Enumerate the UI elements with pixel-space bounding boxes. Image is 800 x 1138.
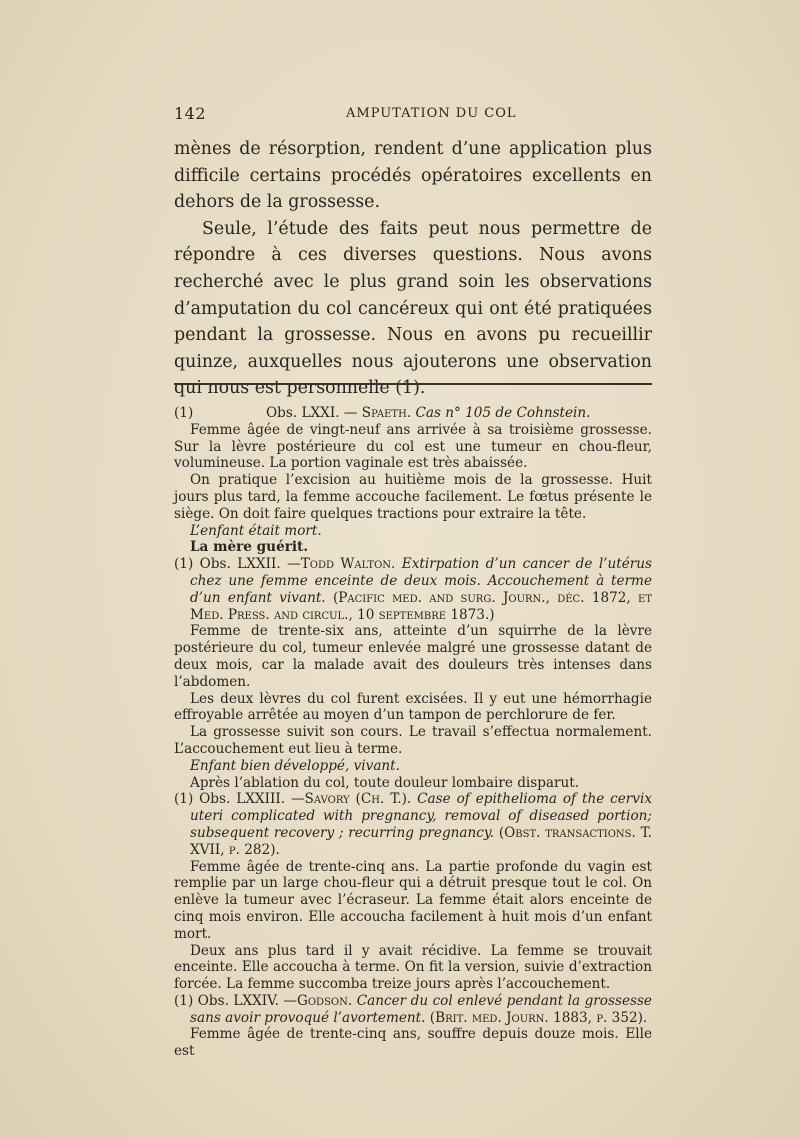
obs-71-para-2: On pratique l’excision au huitième mois de la grossesse. Huit jours plus tard, la femme accouche facilement. Le fœtus présente le siège. On doit faire quelques tractions pour extraire la tête.	[174, 472, 652, 522]
obs-73-para-2: Deux ans plus tard il y avait récidive. La femme se trouvait enceinte. Elle accoucha à terme. On fit la version, suivie d’extraction forcée. La femme succomba treize jours après l’accouchement.	[174, 942, 652, 993]
obs-title: Cancer du col enlevé pendant la grossesse sans avoir provoqué l’avortement.	[190, 992, 652, 1026]
obs-author: Godson.	[297, 992, 353, 1009]
obs-71-para-3: L’enfant était mort.	[190, 522, 322, 539]
running-head: AMPUTATION DU COL	[346, 106, 517, 121]
footnotes	[174, 405, 652, 1060]
obs-71-heading	[174, 405, 652, 422]
main-text	[174, 136, 652, 402]
obs-74-para-1: Femme âgée de trente-cinq ans, souffre depuis douze mois. Elle est	[174, 1026, 652, 1060]
obs-author: Savory (Ch. T.).	[304, 791, 412, 808]
obs-74-heading	[174, 993, 652, 1027]
obs-71-para-4: La mère guérit.	[190, 539, 309, 556]
obs-reference: Cas n° 105 de Cohnstein.	[415, 405, 591, 421]
obs-source: (Brit. med. Journ. 1883, p. 352).	[429, 1009, 648, 1026]
obs-71-para-1: Femme âgée de vingt-neuf ans arrivée à sa troisième grossesse. Sur la lèvre postérieure du col est une tumeur en chou-fleur, volumineuse. La portion vaginale est très abaissée.	[174, 421, 652, 472]
obs-author: Spaeth.	[361, 405, 412, 421]
obs-author: Todd Walton.	[300, 556, 396, 573]
main-paragraph-1: mènes de résorption, rendent d’une application plus difficile certains procédés opératoires excellents en dehors de la grossesse.	[174, 139, 652, 213]
obs-label: (1) Obs. LXXII. —	[174, 556, 301, 573]
obs-source: (Pacific med. and surg. Journ., déc. 1872, et Med. Press. and circul., 10 septembre 1873.)	[190, 589, 653, 623]
footnote-rule	[174, 383, 652, 385]
page-header	[174, 104, 650, 124]
obs-72-heading	[174, 556, 652, 623]
page-number: 142	[174, 104, 207, 123]
obs-72-para-2: Les deux lèvres du col furent excisées. Il y eut une hémorrhagie effroyable arrêtée au moyen d’un tampon de perchlorure de fer.	[174, 690, 652, 724]
obs-label: Obs. LXXI. —	[266, 405, 358, 421]
obs-73-heading	[174, 791, 652, 858]
obs-73-para-1: Femme âgée de trente-cinq ans. La partie profonde du vagin est remplie par un large chou-fleur qui a détruit presque tout le col. On enlève la tumeur avec l’écraseur. La femme était alors enceinte de cinq mois environ. Elle accoucha facilement à huit mois d’un enfant mort.	[174, 858, 652, 942]
obs-72-para-3: La grossesse suivit son cours. Le travail s’effectua normalement. L’accouchement eut lieu à terme.	[174, 724, 652, 757]
obs-title: Case of epithelioma of the cervix uteri complicated with pregnancy, removal of diseased portion; subsequent recovery ; recurring pregnancy.	[190, 791, 653, 841]
main-paragraph-2: Seule, l’étude des faits peut nous permettre de répondre à ces diverses questions. Nous avons recherché avec le plus grand soin les observations d’amputation du col cancéreux qui ont été pratiquées pendant la grossesse. Nous en avons pu recueillir quinze, auxquelles nous ajouterons une observation qui nous est personnelle (1).	[174, 218, 652, 399]
obs-title: Extirpation d’un cancer de l’utérus chez une femme enceinte de deux mois. Accouchement à terme d’un enfant vivant.	[190, 556, 652, 606]
obs-label: (1) Obs. LXXIV. —	[174, 992, 297, 1009]
obs-label: (1) Obs. LXXIII. —	[174, 791, 305, 808]
obs-72-para-1: Femme de trente-six ans, atteinte d’un squirrhe de la lèvre postérieure du col, tumeur enlevée malgré une grossesse datant de deux mois, car la malade avait des douleurs très intenses dans l’abdomen.	[174, 623, 652, 690]
obs-source: (Obst. transactions. T. XVII, p. 282).	[190, 824, 652, 858]
obs-72-para-4: Enfant bien développé, vivant.	[190, 757, 400, 774]
footnote-marker: (1)	[174, 405, 194, 421]
obs-72-para-5: Après l’ablation du col, toute douleur lombaire disparut.	[190, 774, 580, 791]
